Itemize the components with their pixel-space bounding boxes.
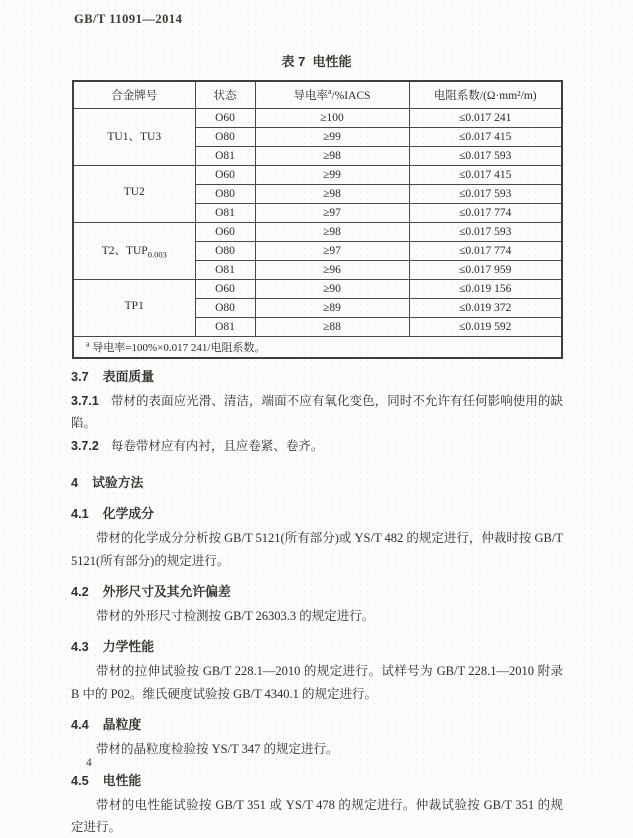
standard-number-header: GB/T 11091—2014 [74,12,183,26]
resistivity-cell: ≤0.019 592 [409,317,562,336]
col-header-conductivity [255,81,409,108]
alloy-name: TP1 [124,300,144,313]
clause-3-7-1 [71,390,563,435]
section-number: 3.7 [71,369,89,384]
section-number: 4.4 [71,717,89,733]
section-title: 表面质量 [102,369,154,384]
conductivity-footnote-marker: a [327,86,332,96]
table-title-label: 表 7 [281,54,306,69]
section-heading-4 [71,472,563,494]
temper-cell: O81 [195,260,255,279]
section-4-2-body: 带材的外形尺寸检测按 GB/T 26303.3 的规定进行。 [96,609,375,624]
section-number: 4.2 [71,584,89,600]
section-title: 化学成分 [102,506,154,522]
resistivity-cell: ≤0.017 959 [409,260,562,279]
section-number: 4.3 [71,639,89,655]
conductivity-cell: ≥88 [255,317,409,336]
clause-text: 每卷带材应有内衬，且应卷紧、卷齐。 [110,438,324,453]
temper-cell: O60 [195,222,255,241]
alloy-name: T2、TUP [101,244,148,257]
section-heading-4-4 [71,714,563,736]
section-title: 力学性能 [102,639,154,655]
conductivity-header-unit: /%IACS [331,89,371,102]
body-text [71,366,563,838]
conductivity-cell: ≥98 [255,222,409,241]
section-heading-4-5 [71,770,563,792]
section-title: 电性能 [102,772,142,788]
table-row [73,165,562,184]
section-number: 4 [71,475,79,491]
alloy-name-cell [73,108,195,165]
alloy-name-subscript: 0.003 [147,249,167,260]
temper-cell: O60 [195,108,255,127]
page-number: 4 [86,757,92,769]
section-title: 晶粒度 [102,717,142,733]
resistivity-cell: ≤0.017 774 [409,203,562,222]
col-header-resistivity: 电阻系数/(Ω·mm²/m) [409,81,562,108]
resistivity-cell: ≤0.017 241 [409,108,562,127]
resistivity-cell: ≤0.017 593 [409,184,562,203]
alloy-name-cell [73,222,195,279]
section-4-3-body: 带材的拉伸试验按 GB/T 228.1—2010 的规定进行。试样号为 GB/T 228.1—2010 附录 B 中的 P02。维氏硬度试验按 GB/T 4340.1 的规定进行。 [71,664,563,701]
alloy-name-cell [73,165,195,222]
resistivity-cell: ≤0.019 372 [409,298,562,317]
resistivity-cell: ≤0.017 593 [409,146,562,165]
conductivity-cell: ≥97 [255,241,409,260]
section-heading-3-7 [71,366,563,388]
footnote-text: 导电率=100%×0.017 241/电阻系数。 [92,341,266,354]
temper-cell: O81 [195,317,255,336]
resistivity-cell: ≤0.017 415 [409,165,562,184]
temper-cell: O60 [195,165,255,184]
table-title [0,51,633,70]
conductivity-header-text: 导电率 [293,89,328,102]
resistivity-cell: ≤0.019 156 [409,279,562,298]
alloy-name: TU2 [123,186,145,199]
footnote-marker: a [86,339,90,349]
conductivity-cell: ≥100 [255,108,409,127]
table-footnote [73,336,562,358]
conductivity-cell: ≥98 [255,146,409,165]
section-number: 4.5 [71,772,89,788]
col-header-alloy: 合金牌号 [73,81,195,108]
col-header-temper: 状态 [195,81,255,108]
temper-cell: O80 [195,241,255,260]
electrical-properties-table [72,80,563,359]
resistivity-cell: ≤0.017 774 [409,241,562,260]
conductivity-cell: ≥99 [255,127,409,146]
section-4-1-body: 带材的化学成分分析按 GB/T 5121(所有部分)或 YS/T 482 的规定进行，仲裁时按 GB/T 5121(所有部分)的规定进行。 [71,531,563,568]
table-header-row [73,81,562,108]
temper-cell: O80 [195,127,255,146]
table-row [73,222,562,241]
table-footnote-row [73,336,562,358]
clause-text: 带材的表面应光滑、清洁，端面不应有氧化变色，同时不允许有任何影响使用的缺陷。 [71,394,563,431]
temper-cell: O80 [195,298,255,317]
section-4-5-body: 带材的电性能试验按 GB/T 351 或 YS/T 478 的规定进行。仲裁试验按 GB/T 351 的规定进行。 [71,797,563,835]
resistivity-cell: ≤0.017 593 [409,222,562,241]
section-title: 试验方法 [92,475,144,491]
table-title-text: 电性能 [312,54,352,69]
section-4-4-body: 带材的晶粒度检验按 YS/T 347 的规定进行。 [96,742,339,757]
alloy-name-cell [73,279,195,336]
temper-cell: O60 [195,279,255,298]
clause-number: 3.7.2 [71,438,99,453]
section-heading-4-1 [71,503,563,525]
table-row [73,279,562,298]
table-row [73,108,562,127]
conductivity-cell: ≥97 [255,203,409,222]
conductivity-cell: ≥99 [255,165,409,184]
clause-number: 3.7.1 [71,394,99,408]
section-heading-4-2 [71,581,563,603]
section-heading-4-3 [71,636,563,658]
clause-3-7-2 [71,435,563,457]
temper-cell: O81 [195,146,255,165]
alloy-name: TU1、TU3 [107,130,162,143]
resistivity-cell: ≤0.017 415 [409,127,562,146]
section-title: 外形尺寸及其允许偏差 [102,584,231,600]
temper-cell: O81 [195,203,255,222]
conductivity-cell: ≥96 [255,260,409,279]
section-number: 4.1 [71,506,89,522]
conductivity-cell: ≥90 [255,279,409,298]
conductivity-cell: ≥98 [255,184,409,203]
conductivity-cell: ≥89 [255,298,409,317]
temper-cell: O80 [195,184,255,203]
